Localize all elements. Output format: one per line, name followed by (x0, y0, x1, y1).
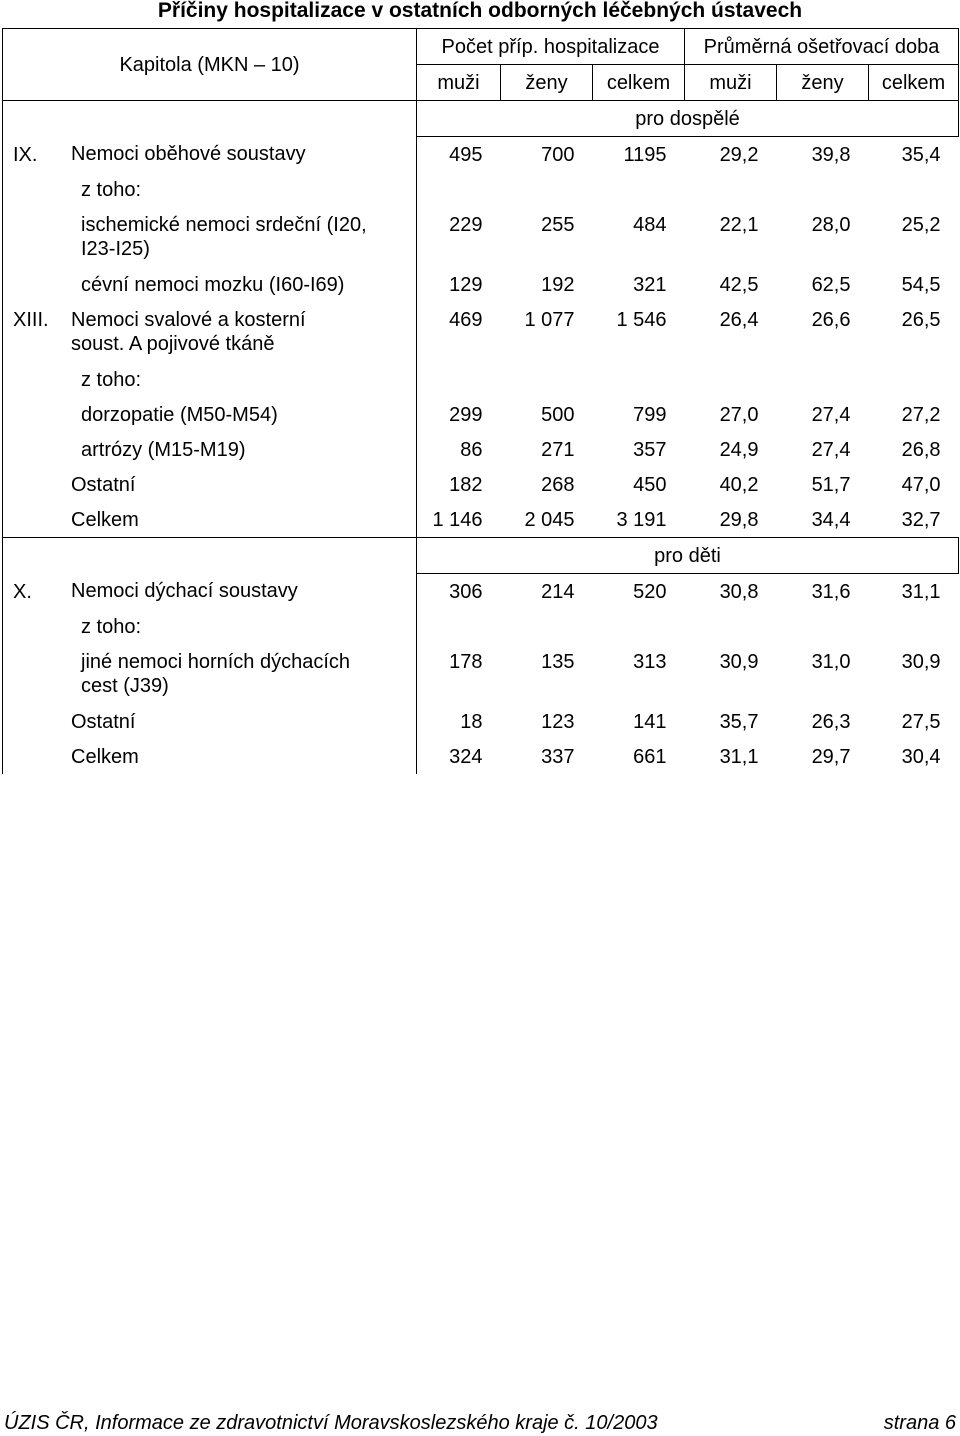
table-row (3, 739, 959, 774)
table-row (3, 207, 959, 267)
value-cell: 86 (460, 438, 483, 461)
value-cell: 26,5 (901, 309, 941, 331)
value-cell: 27,4 (811, 403, 851, 426)
row-label: Ostatní (71, 473, 136, 496)
row-label-cell (3, 467, 417, 502)
value-cell: 35,4 (901, 143, 941, 166)
value-cell: 27,2 (901, 403, 941, 426)
value-cell: 30,9 (901, 651, 941, 673)
value-cell (501, 609, 593, 644)
row-label: Ostatní (71, 710, 136, 733)
value-cell: 357 (633, 438, 667, 461)
value-cell: 141 (633, 710, 667, 733)
value-cell: 18 (460, 710, 483, 733)
row-label: Nemoci svalové a kosterní soust. A pojivové tkáně (71, 309, 306, 355)
row-label: z toho: (81, 368, 142, 391)
value-cell (593, 362, 685, 397)
value-cell (501, 172, 593, 207)
value-cell (777, 362, 869, 397)
header-chapter: Kapitola (MKN – 10) (3, 29, 417, 101)
value-cell: 28,0 (811, 214, 851, 236)
row-label-cell (3, 302, 417, 362)
value-cell: 29,8 (719, 508, 759, 531)
value-cell: 799 (633, 403, 667, 426)
value-cell (869, 609, 959, 644)
header-row-groups (3, 29, 959, 65)
row-label: z toho: (81, 178, 142, 201)
header-col: muži (685, 65, 777, 101)
value-cell: 271 (541, 438, 575, 461)
value-cell: 324 (449, 745, 483, 768)
value-cell: 26,4 (719, 309, 759, 331)
table-row (3, 172, 959, 207)
table-row (3, 137, 959, 173)
row-label: ischemické nemoci srdeční (I20, I23-I25) (81, 214, 367, 260)
value-cell (417, 609, 501, 644)
value-cell: 484 (633, 214, 667, 236)
row-label-cell (3, 644, 417, 704)
child-rows (3, 574, 959, 775)
value-cell: 39,8 (811, 143, 851, 166)
footer (4, 1410, 956, 1436)
value-cell: 29,7 (811, 745, 851, 768)
value-cell (685, 362, 777, 397)
value-cell: 182 (449, 473, 483, 496)
value-cell: 700 (541, 143, 575, 166)
value-cell: 1 077 (524, 309, 575, 331)
value-cell: 35,7 (719, 710, 759, 733)
table-row (3, 267, 959, 302)
value-cell: 27,0 (719, 403, 759, 426)
adult-rows (3, 137, 959, 538)
value-cell: 31,1 (719, 745, 759, 768)
table-row (3, 704, 959, 739)
value-cell: 192 (541, 273, 575, 296)
chapter-numeral: X. (13, 580, 32, 603)
table-row (3, 302, 959, 362)
section-label-children: pro děti (417, 538, 959, 574)
section-label-adults: pro dospělé (417, 101, 959, 137)
value-cell (501, 362, 593, 397)
chapter-numeral: IX. (13, 143, 38, 166)
value-cell: 47,0 (901, 473, 941, 496)
value-cell: 1 146 (432, 508, 483, 531)
value-cell: 31,6 (811, 580, 851, 603)
value-cell: 34,4 (811, 508, 851, 531)
value-cell: 27,5 (901, 710, 941, 733)
value-cell: 500 (541, 403, 575, 426)
value-cell: 54,5 (901, 273, 941, 296)
value-cell: 495 (449, 143, 483, 166)
value-cell: 229 (449, 214, 483, 236)
value-cell: 30,8 (719, 580, 759, 603)
value-cell: 29,2 (719, 143, 759, 166)
value-cell: 2 045 (524, 508, 575, 531)
row-label-cell (3, 362, 417, 397)
table-row (3, 362, 959, 397)
value-cell (593, 172, 685, 207)
value-cell: 313 (633, 651, 667, 673)
row-label-cell (3, 609, 417, 644)
value-cell: 32,7 (901, 508, 941, 531)
value-cell: 26,3 (811, 710, 851, 733)
value-cell: 30,9 (719, 651, 759, 673)
value-cell (417, 362, 501, 397)
value-cell: 24,9 (719, 438, 759, 461)
value-cell: 268 (541, 473, 575, 496)
row-label-cell (3, 267, 417, 302)
value-cell: 30,4 (901, 745, 941, 768)
value-cell: 1195 (623, 143, 667, 166)
value-cell: 178 (449, 651, 483, 673)
value-cell: 42,5 (719, 273, 759, 296)
value-cell (869, 172, 959, 207)
footer-source: ÚZIS ČR, Informace ze zdravotnictví Moravskoslezského kraje č. 10/2003 (4, 1412, 658, 1434)
row-label-cell (3, 502, 417, 538)
hospitalization-table (2, 28, 959, 774)
section-row-children (3, 538, 959, 574)
value-cell (777, 609, 869, 644)
value-cell: 337 (541, 745, 575, 768)
chapter-numeral: XIII. (13, 309, 49, 331)
value-cell (777, 172, 869, 207)
row-label-cell (3, 574, 417, 610)
value-cell: 22,1 (719, 214, 759, 236)
row-label: dorzopatie (M50-M54) (81, 403, 278, 426)
table-row (3, 644, 959, 704)
value-cell (593, 609, 685, 644)
value-cell: 31,0 (811, 651, 851, 673)
row-label-cell (3, 397, 417, 432)
value-cell: 40,2 (719, 473, 759, 496)
table-row (3, 502, 959, 538)
value-cell (685, 609, 777, 644)
value-cell: 123 (541, 710, 575, 733)
row-label-cell (3, 207, 417, 267)
value-cell: 450 (633, 473, 667, 496)
value-cell: 1 546 (616, 309, 667, 331)
row-label: Celkem (71, 745, 139, 768)
value-cell (685, 172, 777, 207)
row-label: z toho: (81, 615, 142, 638)
value-cell: 31,1 (901, 580, 941, 603)
row-label-cell (3, 172, 417, 207)
row-label: Nemoci oběhové soustavy (71, 143, 306, 166)
value-cell: 3 191 (616, 508, 667, 531)
table-row (3, 609, 959, 644)
header-col: ženy (501, 65, 593, 101)
value-cell: 520 (633, 580, 667, 603)
value-cell: 62,5 (811, 273, 851, 296)
value-cell: 25,2 (901, 214, 941, 236)
value-cell: 321 (633, 273, 667, 296)
value-cell: 26,6 (811, 309, 851, 331)
row-label: artrózy (M15-M19) (81, 438, 246, 461)
row-label: jiné nemoci horních dýchacích cest (J39) (81, 651, 351, 697)
value-cell: 306 (449, 580, 483, 603)
table-row (3, 432, 959, 467)
table-row (3, 467, 959, 502)
page-title: Příčiny hospitalizace v ostatních odborných léčebných ústavech (157, 0, 803, 22)
value-cell: 26,8 (901, 438, 941, 461)
row-label-cell (3, 704, 417, 739)
header-group-duration: Průměrná ošetřovací doba (685, 29, 959, 65)
header-col: celkem (869, 65, 959, 101)
row-label-cell (3, 432, 417, 467)
value-cell: 27,4 (811, 438, 851, 461)
row-label: cévní nemoci mozku (I60-I69) (81, 273, 345, 296)
value-cell: 661 (633, 745, 667, 768)
row-label-cell (3, 739, 417, 774)
table-row (3, 397, 959, 432)
value-cell: 214 (541, 580, 575, 603)
value-cell: 255 (541, 214, 575, 236)
header-col: ženy (777, 65, 869, 101)
row-label: Celkem (71, 508, 139, 531)
header-group-count: Počet příp. hospitalizace (417, 29, 685, 65)
value-cell: 51,7 (811, 473, 851, 496)
table-row (3, 574, 959, 610)
footer-page-number: strana 6 (883, 1412, 956, 1434)
value-cell (869, 362, 959, 397)
header-col: muži (417, 65, 501, 101)
value-cell (417, 172, 501, 207)
value-cell: 299 (449, 403, 483, 426)
value-cell: 135 (541, 651, 575, 673)
value-cell: 469 (449, 309, 483, 331)
row-label: Nemoci dýchací soustavy (71, 580, 298, 603)
header-col: celkem (593, 65, 685, 101)
section-row-adults (3, 101, 959, 137)
value-cell: 129 (449, 273, 483, 296)
row-label-cell (3, 137, 417, 173)
